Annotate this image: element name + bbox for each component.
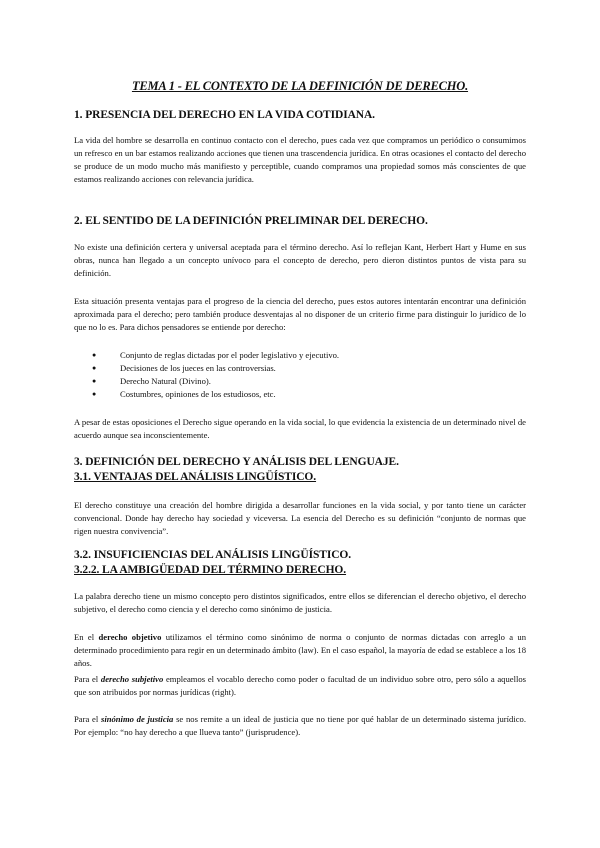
section-3-1-paragraph: El derecho constituye una creación del hombre dirigida a desarrollar funciones en la vida social, y por tanto tiene un carácter convencional. Donde hay derecho hay sociedad y viceversa. La esencia del Derecho es su definición “conjunto de normas que rigen nuestra convivencia”. bbox=[74, 500, 526, 536]
bullet-icon: ● bbox=[92, 389, 97, 398]
list-item: ● Decisiones de los jueces en las controversias. bbox=[92, 362, 276, 373]
section-2-paragraph-2: Esta situación presenta ventajas para el progreso de la ciencia del derecho, pues estos autores intentarán encontrar una definición aproximada para el derecho; pero también produce desventajas al no disponer de un criterio firme para distinguir lo jurídico de lo que no lo es. Para dichos pensadores se entiende por derecho: bbox=[74, 296, 526, 332]
list-item: ● Costumbres, opiniones de los estudiosos, etc. bbox=[92, 388, 276, 399]
section-3-heading: 3. DEFINICIÓN DEL DERECHO Y ANÁLISIS DEL LENGUAJE. bbox=[74, 456, 399, 468]
list-item: ● Conjunto de reglas dictadas por el poder legislativo y ejecutivo. bbox=[92, 350, 340, 360]
bullet-icon: ● bbox=[92, 376, 97, 385]
section-3-2-2-heading: 3.2.2. LA AMBIGÜEDAD DEL TÉRMINO DERECHO. bbox=[74, 564, 347, 576]
sinonimo-justicia-paragraph: Para el sinónimo de justicia se nos remite a un ideal de justicia que no tiene por qué hablar de un determinado sistema jurídico. Por ejemplo: “no hay derecho a que llueva tanto” (jurisprudence). bbox=[74, 714, 526, 737]
section-1-heading: 1. PRESENCIA DEL DERECHO EN LA VIDA COTIDIANA. bbox=[74, 109, 375, 121]
derecho-subjetivo-term: derecho subjetivo bbox=[100, 674, 164, 684]
section-2-paragraph-3: A pesar de estas oposiciones el Derecho sigue operando en la vida social, lo que evidencia la existencia de un determinado nivel de acuerdo aunque sea inconscientemente. bbox=[74, 417, 526, 440]
section-3-2-2-paragraph-1: La palabra derecho tiene un mismo concepto pero distintos significados, entre ellos se diferencian el derecho objetivo, el derecho subjetivo, el derecho como ciencia y el derecho como sinónimo de justicia. bbox=[74, 591, 526, 614]
document-title: TEMA 1 - EL CONTEXTO DE LA DEFINICIÓN DE DERECHO. bbox=[131, 79, 469, 93]
section-3-1-heading: 3.1. VENTAJAS DEL ANÁLISIS LINGÜÍSTICO. bbox=[74, 471, 317, 483]
section-2-heading: 2. EL SENTIDO DE LA DEFINICIÓN PRELIMINAR DEL DERECHO. bbox=[74, 215, 428, 227]
derecho-subjetivo-paragraph: Para el derecho subjetivo empleamos el vocablo derecho como poder o facultad de un individuo sobre otro, pero sólo a aquellos que son atribuidos por normas jurídicas (right). bbox=[74, 674, 526, 697]
section-1-paragraph: La vida del hombre se desarrolla en continuo contacto con el derecho, pues cada vez que compramos un periódico o consumimos un refresco en un bar estamos realizando acciones que tienen una trascendencia jurídica. En otras ocasiones el contacto del derecho se produce de un modo mucho más manifiesto y perceptible, cuando compramos una propiedad somos más conscientes de que estamos realizando acciones con relevancia jurídica. bbox=[74, 135, 526, 184]
section-2-paragraph-1: No existe una definición certera y universal aceptada para el término derecho. Así lo reflejan Kant, Herbert Hart y Hume en sus obras, nunca han llegado a un concepto unívoco para el concepto de derecho, pero dieron distintos puntos de vista para su definición. bbox=[74, 242, 526, 278]
derecho-objetivo-term: derecho objetivo bbox=[98, 632, 162, 642]
sinonimo-justicia-term: sinónimo de justicia bbox=[100, 714, 174, 724]
list-item: ● Derecho Natural (Divino). bbox=[92, 375, 211, 386]
derecho-objetivo-paragraph: En el derecho objetivo utilizamos el término como sinónimo de norma o conjunto de normas dictadas con arreglo a un determinado procedimiento para regir en un determinado ámbito (law). En el caso español, la mayoría de edad se establece a los 18 años. bbox=[74, 632, 527, 668]
definitions-list bbox=[74, 349, 526, 401]
section-3-2-heading: 3.2. INSUFICIENCIAS DEL ANÁLISIS LINGÜÍSTICO. bbox=[74, 549, 352, 561]
bullet-icon: ● bbox=[92, 351, 97, 359]
bullet-icon: ● bbox=[92, 363, 97, 372]
